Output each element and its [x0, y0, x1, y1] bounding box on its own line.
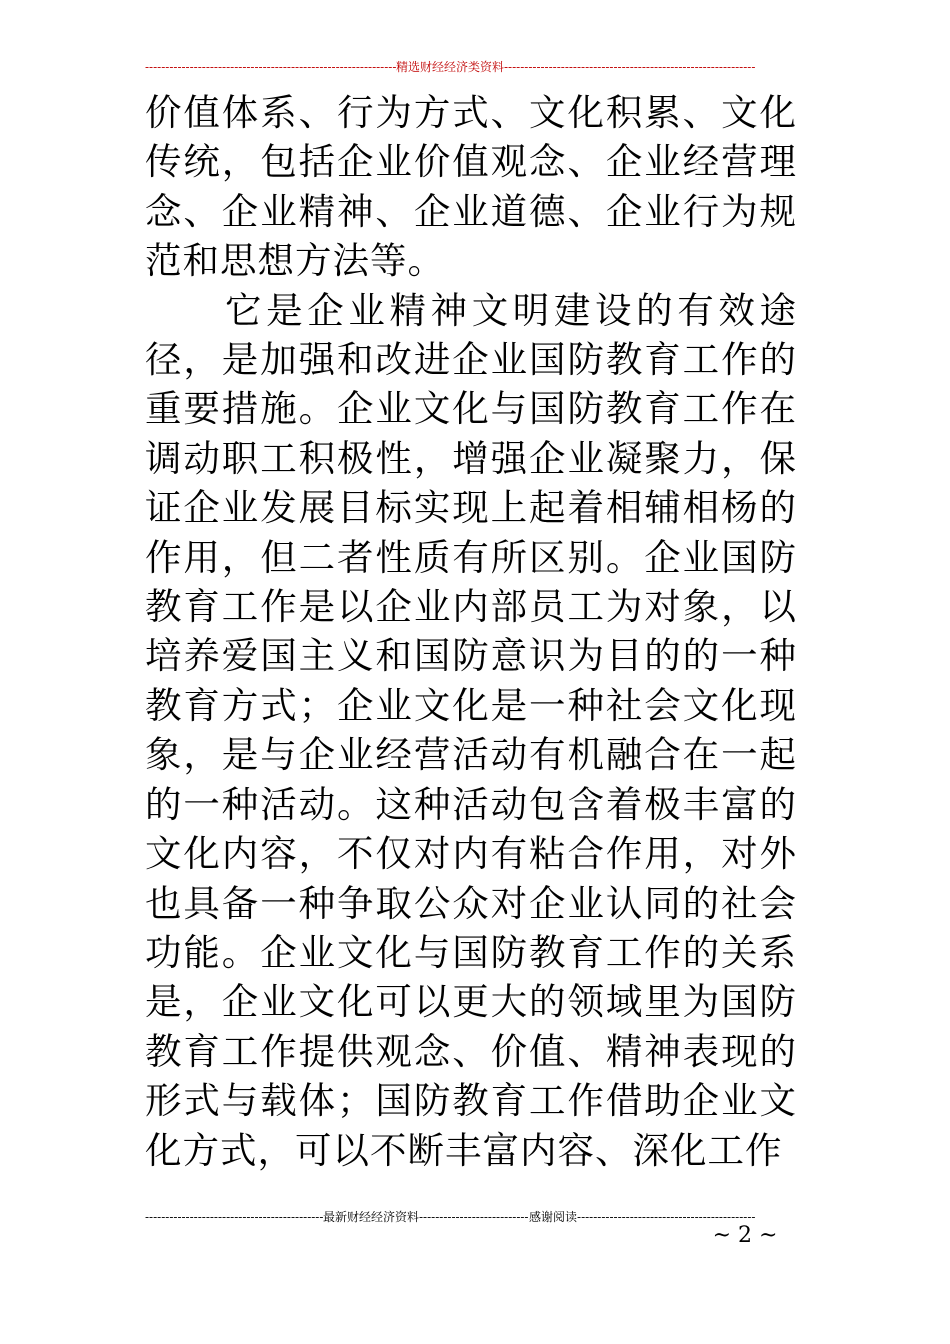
footer-rule-left [145, 1209, 323, 1225]
body-paragraph-continued: 价值体系、行为方式、文化积累、文化传统，包括企业价值观念、企业经营理念、企业精神、企业道德、企业行为规范和思想方法等。 [145, 91, 797, 283]
footer-rule-middle [419, 1209, 529, 1225]
page-number: ~ 2 ~ [712, 1223, 778, 1248]
footer-label-left: 最新财经经济资料 [322, 1210, 419, 1224]
body-paragraph: 它是企业精神文明建设的有效途径，是加强和改进企业国防教育工作的重要措施。企业文化与国防教育工作在调动职工积极性，增强企业凝聚力，保证企业发展目标实现上起着相辅相杨的作用，但二者性质有所区别。企业国防教育工作是以企业内部员工为对象，以培养爱国主义和国防意识为目的的一种教育方式；企业文化是一种社会文化现象，是与企业经营活动有机融合在一起的一种活动。这种活动包含着极丰富的文化内容，不仅对内有粘合作用，对外也具备一种争取公众对企业认同的社会功能。企业文化与国防教育工作的关系是，企业文化可以更大的领域里为国防教育工作提供观念、价值、精神表现的形式与载体；国防教育工作借助企业文化方式，可以不断丰富内容、深化工作 [145, 288, 797, 1172]
header-label: 精选财经经济类资料 [395, 60, 504, 74]
header-rule-left [145, 59, 396, 75]
document-body [145, 88, 797, 1175]
footer-label-right: 感谢阅读 [529, 1210, 578, 1224]
header-rule-right [504, 59, 755, 75]
page-footer [145, 1209, 755, 1225]
page-header [145, 59, 755, 75]
